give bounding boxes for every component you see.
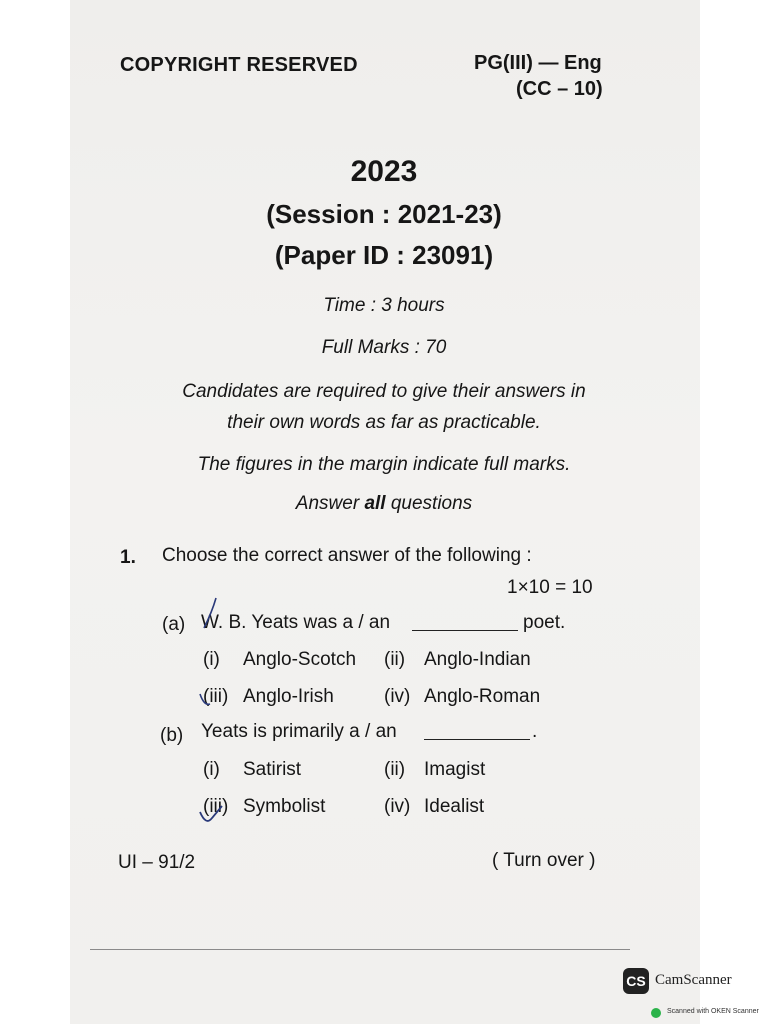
exam-year: 2023 xyxy=(350,155,418,188)
part-a-label: (a) xyxy=(162,614,186,635)
footer-code: UI – 91/2 xyxy=(118,852,196,873)
option-num: (i) xyxy=(203,649,220,670)
option-text: Satirist xyxy=(243,759,302,780)
paper-code: PG(III) — Eng xyxy=(474,52,602,74)
tick-mark-a xyxy=(204,598,216,628)
part-a-text: W. B. Yeats was a / an xyxy=(201,612,391,633)
option-text: Anglo-Irish xyxy=(243,686,334,707)
page-edge-line xyxy=(90,949,630,950)
option-num: (i) xyxy=(203,759,220,780)
answer-emphasis: all xyxy=(364,493,386,514)
instruction-line-2: their own words as far as practicable. xyxy=(227,412,541,433)
instruction-line-1: Candidates are required to give their answers in xyxy=(182,381,586,402)
option-num: (iv) xyxy=(384,686,411,707)
tick-mark-a-iii xyxy=(200,694,210,704)
part-b-label: (b) xyxy=(160,725,184,746)
option-text: Imagist xyxy=(424,759,486,780)
full-marks: Full Marks : 70 xyxy=(321,337,447,358)
option-text: Anglo-Indian xyxy=(424,649,531,670)
part-b-text-after: . xyxy=(532,721,538,742)
turn-over-note: ( Turn over ) xyxy=(492,850,596,871)
paper-id: (Paper ID : 23091) xyxy=(274,240,494,270)
option-num: (iii) xyxy=(203,686,229,707)
copyright-notice: COPYRIGHT RESERVED xyxy=(120,54,358,76)
camscanner-logo-icon: CS xyxy=(623,968,649,994)
option-text: Anglo-Scotch xyxy=(243,649,357,670)
question-marks: 1×10 = 10 xyxy=(507,577,593,598)
question-text: Choose the correct answer of the following : xyxy=(162,545,532,566)
part-b-text: Yeats is primarily a / an xyxy=(201,721,397,742)
option-num: (iii) xyxy=(203,796,229,817)
part-a-text-after: poet. xyxy=(523,612,566,633)
camscanner-brand: CamScanner xyxy=(655,972,732,988)
answer-suffix: questions xyxy=(385,493,473,514)
option-num: (iv) xyxy=(384,796,411,817)
option-num: (ii) xyxy=(384,649,406,670)
course-code: (CC – 10) xyxy=(516,78,603,100)
tick-mark-b-iii xyxy=(200,806,222,821)
exam-time: Time : 3 hours xyxy=(323,295,445,316)
option-text: Anglo-Roman xyxy=(424,686,541,707)
exam-session: (Session : 2021-23) xyxy=(266,199,502,229)
scanner-note: Scanned with OKEN Scanner xyxy=(667,1008,759,1015)
oken-logo-icon xyxy=(651,1008,661,1018)
instruction-line-3: The figures in the margin indicate full marks. xyxy=(197,454,571,475)
option-text: Idealist xyxy=(424,796,485,817)
option-num: (ii) xyxy=(384,759,406,780)
answer-prefix: Answer xyxy=(295,493,365,514)
question-number: 1. xyxy=(120,547,136,568)
option-text: Symbolist xyxy=(243,796,326,817)
